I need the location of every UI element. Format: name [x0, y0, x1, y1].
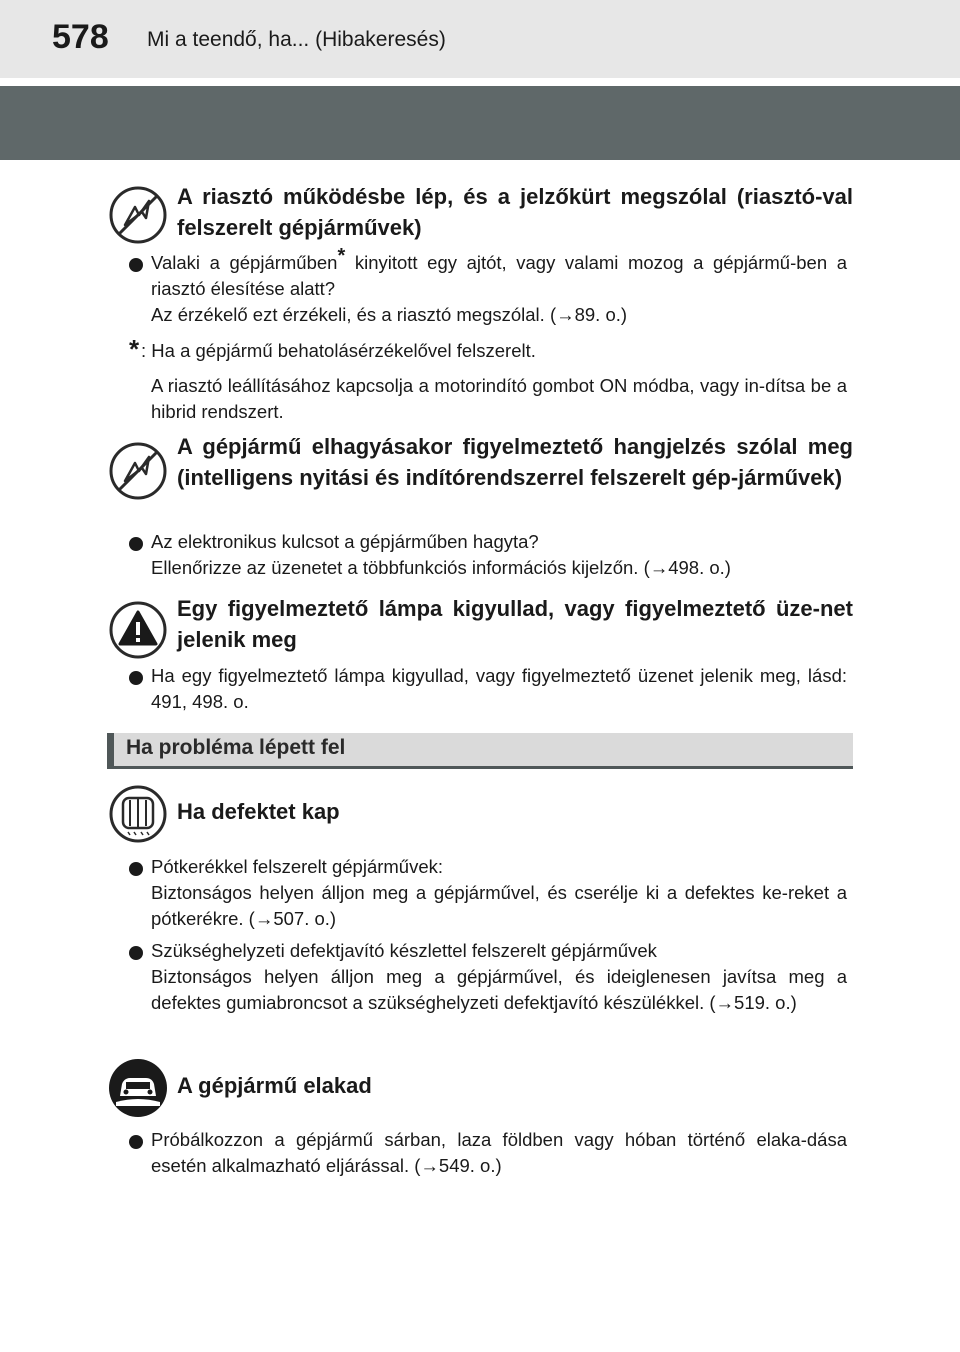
warning-bolt-icon — [108, 441, 168, 501]
bullet-dot — [129, 671, 143, 685]
alarm-heading: A riasztó működésbe lép, és a jelzőkürt megszólal (riasztó-val felszerelt gépjárművek) — [177, 184, 853, 240]
key-warning-heading: A gépjármű elhagyásakor figyelmeztető hangjelzés szólal meg (intelligens nyitási és indítórendszerrel felszerelt gép-járművek) — [177, 434, 853, 490]
running-head: Mi a teendő, ha... (Hibakeresés) — [147, 28, 446, 51]
flat-tire-icon — [108, 784, 168, 844]
footnote-asterisk: * — [129, 334, 140, 364]
repair-kit-title: Szükséghelyzeti defektjavító készlettel felszerelt gépjárművek — [151, 940, 657, 961]
key-warning-bullet — [151, 529, 847, 581]
section-title: Ha probléma lépett fel — [126, 736, 346, 759]
warning-bolt-icon — [108, 185, 168, 245]
footnote-text: : Ha a gépjármű behatolásérzékelővel felszerelt. — [141, 340, 536, 361]
bullet-dot — [129, 946, 143, 960]
stuck-vehicle-icon — [108, 1058, 168, 1118]
flat-tire-bullet-2 — [151, 938, 847, 1016]
spare-wheel-detail: Biztonságos helyen álljon meg a gépjárművel, és cserélje ki a defektes ke-reket a pótkerékre. (→507. o.) — [151, 882, 847, 929]
warning-light-heading: Egy figyelmeztető lámpa kigyullad, vagy figyelmeztető üze-net jelenik meg — [177, 596, 853, 652]
spare-wheel-title: Pótkerékkel felszerelt gépjárművek: — [151, 856, 444, 877]
exclamation-warning-icon — [108, 600, 168, 660]
asterisk-mark: * — [337, 244, 346, 267]
footnote-detail: A riasztó leállításához kapcsolja a motorindító gombot ON módba, vagy in-dítsa be a hibrid rendszert. — [151, 375, 847, 422]
key-warning-question: Az elektronikus kulcsot a gépjárműben hagyta? — [151, 531, 539, 552]
stuck-heading: A gépjármű elakad — [177, 1073, 372, 1098]
alarm-bullet-start: Valaki a gépjárműben — [151, 252, 338, 273]
page-header — [0, 0, 960, 78]
key-warning-detail: Ellenőrizze az üzenetet a többfunkciós információs kijelzőn. (→498. o.) — [151, 557, 731, 578]
section-underline — [107, 766, 853, 769]
repair-kit-detail: Biztonságos helyen álljon meg a gépjárművel, és ideiglenesen javítsa meg a defektes gumiabroncsot a szükséghelyzeti defektjavító készülékkel. (→519. o.) — [151, 966, 847, 1013]
warning-light-bullet: Ha egy figyelmeztető lámpa kigyullad, vagy figyelmeztető üzenet jelenik meg, lásd: 491, 498. o. — [151, 665, 847, 712]
flat-tire-bullet-1 — [151, 854, 847, 932]
alarm-bullet-text — [151, 244, 847, 328]
bullet-dot — [129, 1135, 143, 1149]
bullet-dot — [129, 258, 143, 272]
alarm-bullet-end: kinyitott egy ajtót, vagy valami mozog a gépjármű-ben a riasztó élesítése alatt? — [151, 252, 847, 299]
flat-tire-heading: Ha defektet kap — [177, 799, 340, 824]
header-band — [0, 86, 960, 160]
stuck-bullet: Próbálkozzon a gépjármű sárban, laza földben vagy hóban történő elaka-dása esetén alkalmazható eljárással. (→549. o.) — [151, 1129, 847, 1176]
alarm-bullet-detail: Az érzékelő ezt érzékeli, és a riasztó megszólal. (→89. o.) — [151, 304, 628, 325]
bullet-dot — [129, 537, 143, 551]
page-number: 578 — [52, 18, 109, 56]
bullet-dot — [129, 862, 143, 876]
